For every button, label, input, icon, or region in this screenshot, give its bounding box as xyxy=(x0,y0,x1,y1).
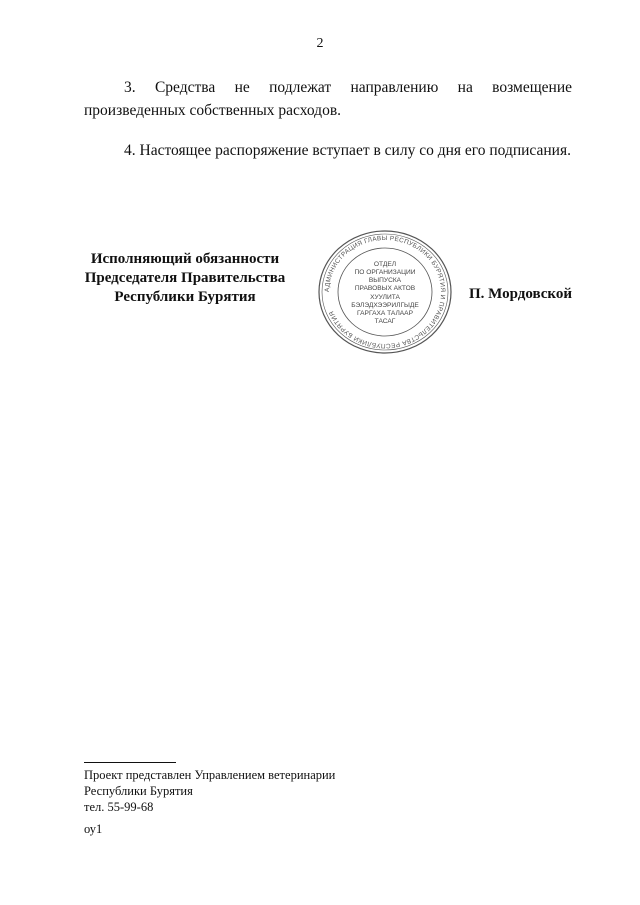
signer-title-line: Республики Бурятия xyxy=(114,289,256,305)
seal-center-line: ПРАВОВЫХ АКТОВ xyxy=(354,285,416,292)
seal-outer-ring xyxy=(319,231,451,353)
seal-center-line: ГАРГАХА ТАЛААР xyxy=(357,310,413,317)
page-number: 2 xyxy=(316,36,324,51)
signer-title-line: Председателя Правительства xyxy=(84,270,286,286)
seal-outer-ring-inner xyxy=(322,234,448,350)
seal-ring-text: АДМИНИСТРАЦИЯ ГЛАВЫ РЕСПУБЛИКИ БУРЯТИЯ И ПРАВИТЕЛЬСТВА РЕСПУБЛИКИ БУРЯТИЯ xyxy=(323,234,447,350)
paragraph-3: 3. Средства не подлежат направлению на возмещение произведенных собственных расходов. xyxy=(84,79,572,119)
footnote-line: тел. 55-99-68 xyxy=(84,800,154,814)
seal-center-line: ОТДЕЛ xyxy=(373,261,397,268)
seal-center-line: БЭЛЭДХЭЭРИЛГЫДЕ xyxy=(351,302,419,309)
official-seal xyxy=(315,227,455,357)
seal-center-line: ХУУЛИТА xyxy=(370,294,400,301)
paragraph-4: 4. Настоящее распоряжение вступает в силу со дня его подписания. xyxy=(124,142,571,159)
seal-center-line: ТАСАГ xyxy=(374,318,396,325)
signer-title-line: Исполняющий обязанности xyxy=(90,251,280,267)
seal-center-line: ПО ОРГАНИЗАЦИИ xyxy=(354,269,416,276)
footnote-divider xyxy=(84,762,176,763)
footnote-line: Республики Бурятия xyxy=(84,784,193,798)
document-code: оу1 xyxy=(84,822,103,836)
signer-name: П. Мордовской xyxy=(468,286,572,302)
signer-title xyxy=(80,250,290,307)
footnote xyxy=(84,767,335,815)
footnote-line: Проект представлен Управлением ветеринарии xyxy=(84,768,336,782)
seal-center-line: ВЫПУСКА xyxy=(368,277,402,284)
